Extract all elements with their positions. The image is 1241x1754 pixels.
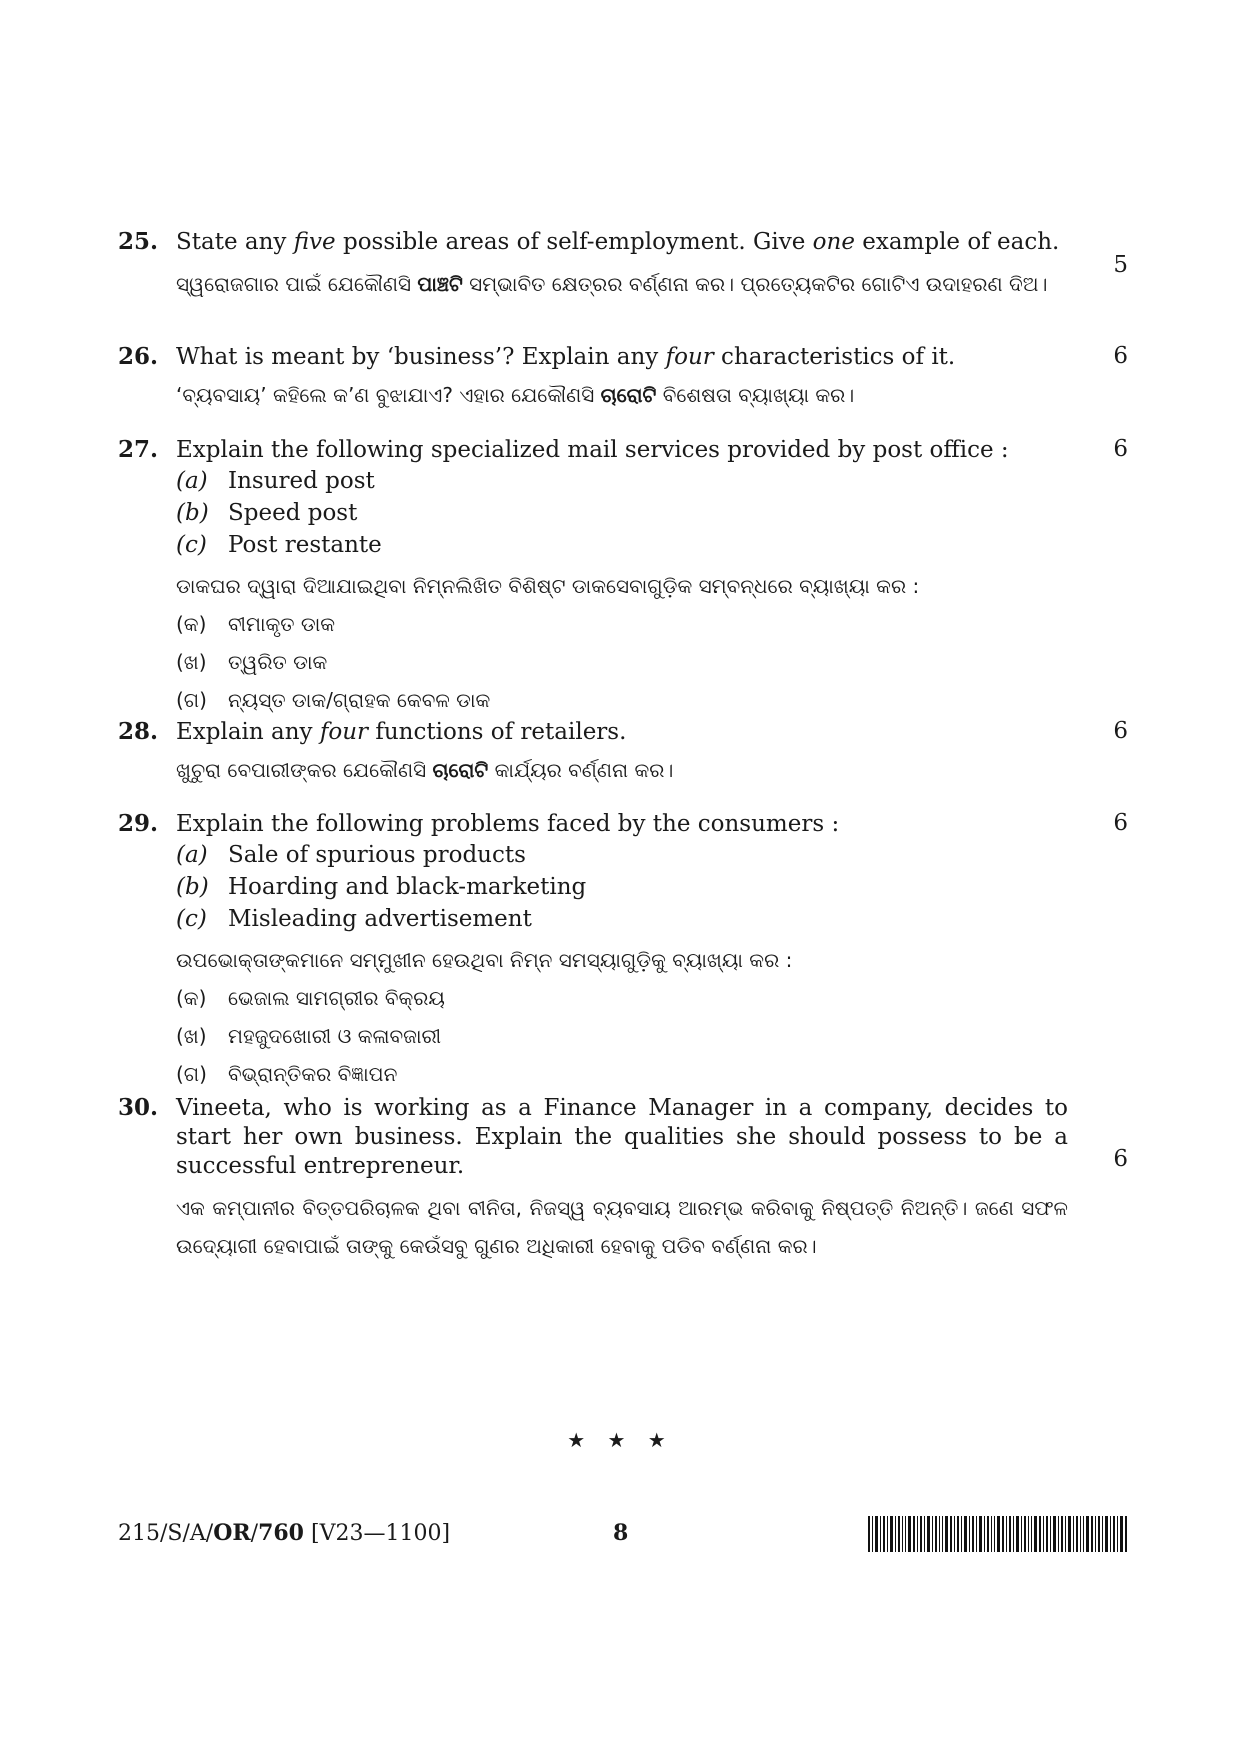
sub-item-od: (କ) ଭେଜାଲ ସାମଗ୍ରୀର ବିକ୍ରୟ [176,986,445,1010]
sub-item: (b) Speed post [176,500,358,526]
question-text-od: ଖୁଚୁରା ବେପାରୀଙ୍କର ଯେକୌଣସି ଚାରୋଟି କାର୍ଯ୍ୟର ବର୍ଣ୍ଣନା କର। [176,758,674,782]
sub-item-od: (ଖ) ତ୍ୱରିତ ଡାକ [176,650,328,674]
question-text-od: ଉପଭୋକ୍ତାଙ୍କମାନେ ସମ୍ମୁଖୀନ ହେଉଥିବା ନିମ୍ନ ସମସ୍ୟାଗୁଡ଼ିକୁ ବ୍ୟାଖ୍ୟା କର : [176,948,793,972]
sub-item-od: (ଗ) ନ୍ୟସ୍ତ ଡାକ/ଗ୍ରାହକ କେବଳ ଡାକ [176,688,491,712]
marks: 5 [1113,252,1128,278]
page-footer [118,1516,1128,1556]
question-text-od: ଡାକଘର ଦ୍ୱାରା ଦିଆଯାଇଥିବା ନିମ୍ନଲିଖିତ ବିଶିଷ୍ଟ ଡାକସେବାଗୁଡ଼ିକ ସମ୍ବନ୍ଧରେ ବ୍ୟାଖ୍ୟା କର : [176,574,920,598]
question-text-en: State any five possible areas of self-employment. Give one example of each. [176,229,1060,255]
question-text-en: What is meant by ‘business’? Explain any four characteristics of it. [176,344,956,370]
question-number: 27. [118,436,159,463]
question-text-en: Explain the following specialized mail services provided by post office : [176,437,1009,463]
marks: 6 [1113,436,1128,462]
sub-item: (a) Sale of spurious products [176,842,526,868]
question-30 [118,1094,1128,1265]
question-text-od: ଏକ କମ୍ପାନୀର ବିତ୍ତପରିଚାଳକ ଥିବା ବୀନିତା, ନିଜସ୍ୱ ବ୍ୟବସାୟ ଆରମ୍ଭ କରିବାକୁ ନିଷ୍ପତ୍ତି ନିଅନ୍ତି। ଜଣେ ସଫଳ ଉଦ୍ୟୋଗୀ ହେବାପାଇଁ ତାଙ୍କୁ କେଉଁସବୁ ଗୁଣର ଅଧିକାରୀ ହେବାକୁ ପଡିବ ବର୍ଣ୍ଣନା କର। [176,1196,1068,1258]
sub-item: (c) Post restante [176,532,382,558]
sub-item: (b) Hoarding and black-marketing [176,874,587,900]
question-number: 30. [118,1094,159,1121]
sub-item-od: (ଗ) ବିଭ୍ରାନ୍ତିକର ବିଜ୍ଞାପନ [176,1062,398,1086]
barcode-icon [868,1516,1128,1552]
page-number: 8 [613,1520,629,1546]
sub-item-od: (କ) ବୀମାକୃତ ଡାକ [176,612,336,636]
question-text-od: ସ୍ୱରୋଜଗାର ପାଇଁ ଯେକୌଣସି ପାଞ୍ଚଟି ସମ୍ଭାବିତ କ୍ଷେତ୍ରର ବର୍ଣ୍ଣନା କର। ପ୍ରତ୍ୟେକଟିର ଗୋଟିଏ ଉଦାହରଣ ଦିଅ। [176,272,1048,296]
end-stars: ★ ★ ★ [567,1428,674,1452]
question-number: 29. [118,810,159,837]
question-26 [118,343,1128,414]
question-number: 28. [118,718,159,745]
marks: 6 [1113,1146,1128,1172]
question-text-en: Explain the following problems faced by the consumers : [176,811,840,837]
question-text-od: ‘ବ୍ୟବସାୟ’ କହିଲେ କ’ଣ ବୁଝାଯାଏ? ଏହାର ଯେକୌଣସି ଚାରୋଟି ବିଶେଷତା ବ୍ୟାଖ୍ୟା କର। [176,383,855,407]
question-number: 26. [118,343,159,370]
marks: 6 [1113,718,1128,744]
marks: 6 [1113,810,1128,836]
question-25 [118,228,1128,303]
question-number: 25. [118,228,159,255]
question-text-en: Vineeta, who is working as a Finance Manager in a company, decides to start her own business. Explain the qualities she should possess to be a successful entrepreneur. [176,1095,1068,1179]
marks: 6 [1113,343,1128,369]
sub-item-od: (ଖ) ମହଜୁଦଖୋରୀ ଓ କଳାବଜାରୀ [176,1024,442,1048]
question-29 [118,810,1128,1093]
paper-code: 215/S/A/OR/760 [V23—1100] [118,1520,451,1546]
sub-item: (c) Misleading advertisement [176,906,532,932]
question-text-en: Explain any four functions of retailers. [176,719,627,745]
question-28 [118,718,1128,789]
sub-item: (a) Insured post [176,468,375,494]
question-27 [118,436,1128,719]
